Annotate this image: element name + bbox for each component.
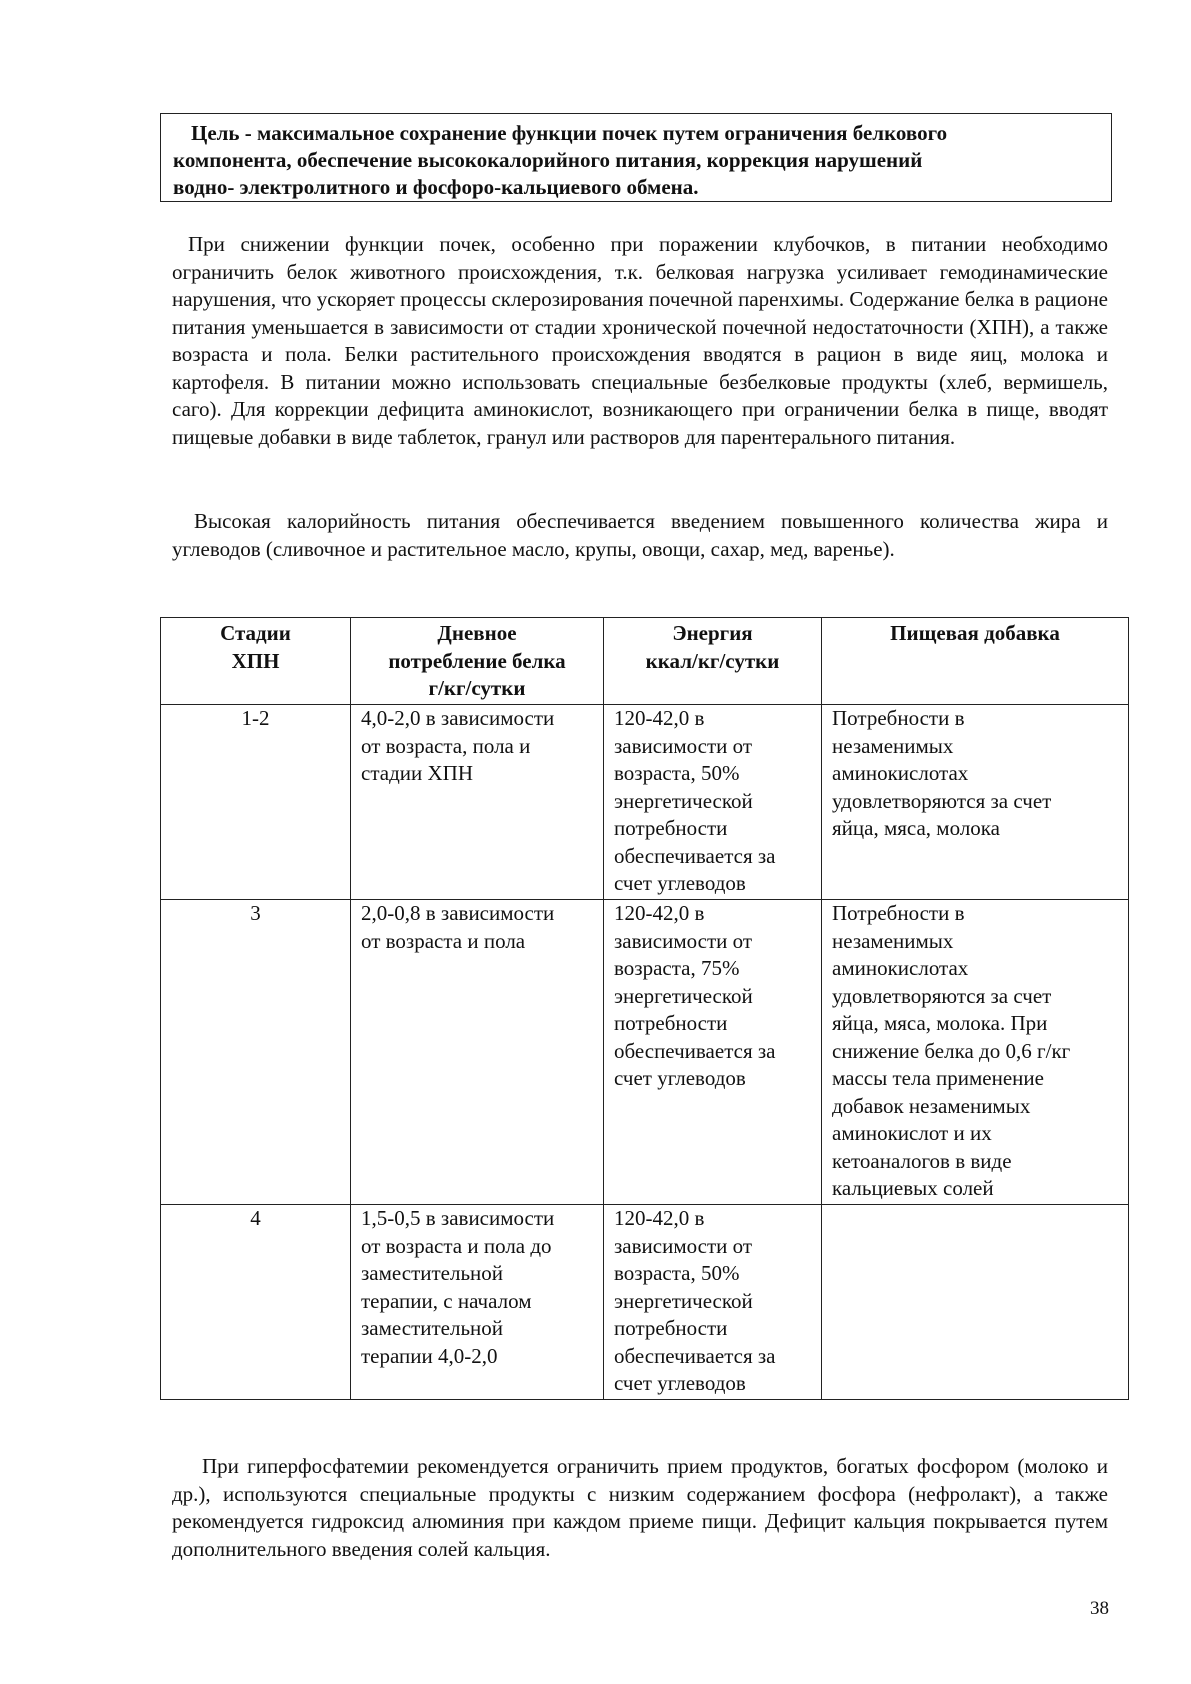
cell-protein: 1,5-0,5 в зависимости от возраста и пола до заместительной терапии, с началом заместительной терапии 4,0-2,0 xyxy=(351,1205,604,1400)
page-number: 38 xyxy=(1090,1598,1109,1619)
goal-line-3: водно- электролитного и фосфоро-кальциевого обмена. xyxy=(173,175,699,199)
cell-stage: 4 xyxy=(161,1205,351,1400)
cell-supplement: Потребности в незаменимых аминокислотах удовлетворяются за счет яйца, мяса, молока xyxy=(822,705,1129,900)
cell-protein: 4,0-2,0 в зависимости от возраста, пола и стадии ХПН xyxy=(351,705,604,900)
paragraph-high-calorie: Высокая калорийность питания обеспечивается введением повышенного количества жира и углеводов (сливочное и растительное масло, крупы, овощи, сахар, мед, варенье). xyxy=(172,509,1108,561)
table-header-row xyxy=(161,618,1129,705)
cell-supplement: Потребности в незаменимых аминокислотах удовлетворяются за счет яйца, мяса, молока. При снижение белка до 0,6 г/кг массы тела применение добавок незаменимых аминокислот и их кетоаналогов в виде кальциевых солей xyxy=(822,900,1129,1205)
header-energy: Энергия ккал/кг/сутки xyxy=(604,618,822,705)
cell-energy: 120-42,0 в зависимости от возраста, 50% энергетической потребности обеспечивается за счет углеводов xyxy=(604,1205,822,1400)
goal-line-1: Цель - максимальное сохранение функции почек путем ограничения белкового xyxy=(191,121,948,145)
goal-line-2: компонента, обеспечение высококалорийного питания, коррекция нарушений xyxy=(173,148,923,172)
cell-energy: 120-42,0 в зависимости от возраста, 75% энергетической потребности обеспечивается за счет углеводов xyxy=(604,900,822,1205)
goal-box xyxy=(160,113,1112,202)
cell-stage: 1-2 xyxy=(161,705,351,900)
table-row xyxy=(161,705,1129,900)
header-supplement: Пищевая добавка xyxy=(822,618,1129,705)
header-protein: Дневное потребление белка г/кг/сутки xyxy=(351,618,604,705)
cell-protein: 2,0-0,8 в зависимости от возраста и пола xyxy=(351,900,604,1205)
cell-stage: 3 xyxy=(161,900,351,1205)
diet-table xyxy=(160,617,1129,1400)
cell-supplement xyxy=(822,1205,1129,1400)
cell-energy: 120-42,0 в зависимости от возраста, 50% энергетической потребности обеспечивается за счет углеводов xyxy=(604,705,822,900)
paragraph-protein-restriction: При снижении функции почек, особенно при поражении клубочков, в питании необходимо ограничить белок животного происхождения, т.к. белковая нагрузка усиливает гемодинамические нарушения, что ускоряет процессы склерозирования почечной паренхимы. Содержание белка в рационе питания уменьшается в зависимости от стадии хронической почечной недостаточности (ХПН), а также возраста и пола. Белки растительного происхождения вводятся в рацион в виде яиц, молока и картофеля. В питании можно использовать специальные безбелковые продукты (хлеб, вермишель, саго). Для коррекции дефицита аминокислот, возникающего при ограничении белка в пище, вводят пищевые добавки в виде таблеток, гранул или растворов для парентерального питания. xyxy=(172,232,1108,449)
paragraph-hyperphosphatemia: При гиперфосфатемии рекомендуется ограничить прием продуктов, богатых фосфором (молоко и др.), используются специальные продукты с низким содержанием фосфора (нефролакт), а также рекомендуется гидроксид алюминия при каждом приеме пищи. Дефицит кальция покрывается путем дополнительного введения солей кальция. xyxy=(172,1454,1108,1561)
table-row xyxy=(161,1205,1129,1400)
header-stage: Стадии ХПН xyxy=(161,618,351,705)
table-row xyxy=(161,900,1129,1205)
